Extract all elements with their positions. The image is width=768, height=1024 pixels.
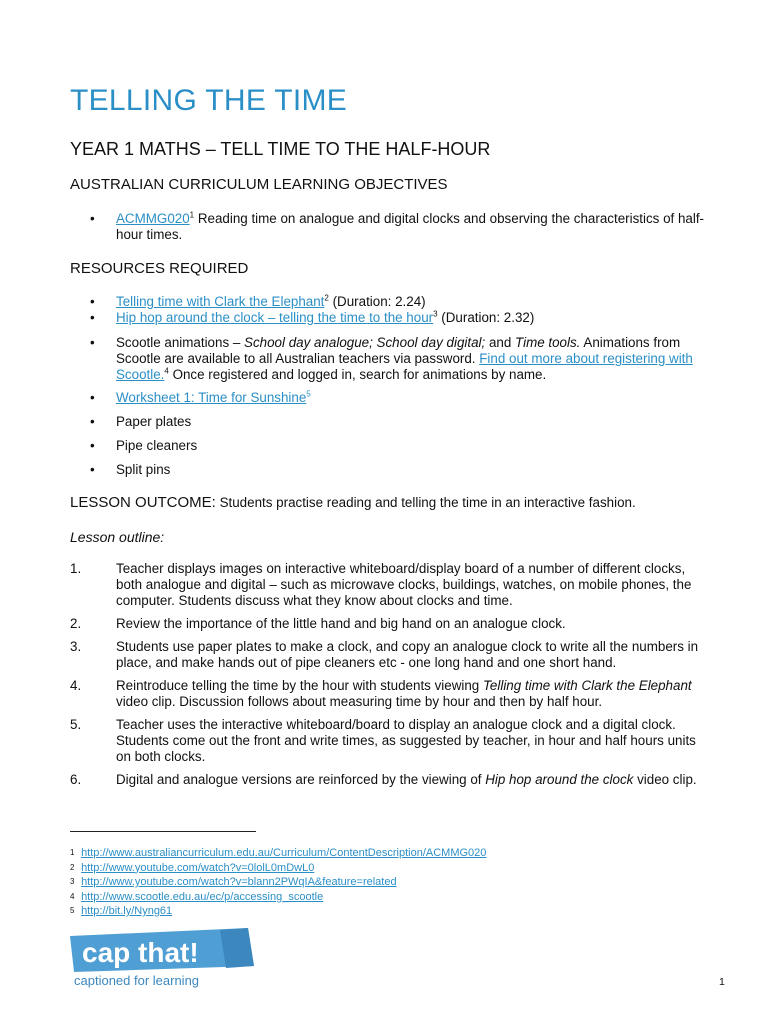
objectives-heading: AUSTRALIAN CURRICULUM LEARNING OBJECTIVES — [70, 176, 448, 193]
bullet: • — [90, 390, 95, 405]
list-item — [90, 438, 710, 454]
resource-text: Paper plates — [116, 414, 192, 429]
resources-heading: RESOURCES REQUIRED — [70, 260, 249, 277]
resources-list-b — [90, 335, 710, 478]
footnote — [70, 904, 486, 919]
logo-banner-shade — [220, 928, 254, 968]
page-subtitle: YEAR 1 MATHS – TELL TIME TO THE HALF-HOUR — [70, 139, 491, 159]
lesson-outcome-text: Students practise reading and telling the time in an interactive fashion. — [215, 495, 636, 510]
list-item — [90, 294, 710, 310]
footnote-ref[interactable]: 5 — [306, 389, 311, 399]
footnote — [70, 875, 486, 890]
footnote-link[interactable]: http://www.scootle.edu.au/ec/p/accessing_scootle — [81, 890, 324, 903]
clark-elephant-link[interactable]: Telling time with Clark the Elephant — [116, 294, 325, 309]
bullet: • — [90, 335, 95, 350]
list-item — [70, 561, 710, 609]
step-text: Students use paper plates to make a clock, and copy an analogue clock to write all the numbers in place, and make hands out of pipe cleaners etc - one long hand and one short hand. — [116, 639, 699, 670]
step-text: video clip. Discussion follows about measuring time by hour and then by half hour. — [116, 694, 603, 709]
objectives-list — [90, 211, 710, 243]
step-number: 4. — [70, 678, 82, 693]
footnote-link[interactable]: http://www.youtube.com/watch?v=blann2PWqIA&feature=related — [81, 876, 397, 888]
lesson-outcome-label: LESSON OUTCOME: — [70, 494, 216, 511]
list-item — [90, 310, 710, 326]
step-emphasis: Hip hop around the clock — [485, 772, 634, 787]
list-item — [70, 639, 710, 671]
list-item — [90, 211, 710, 243]
list-item — [90, 390, 710, 406]
footnote-ref[interactable]: 4 — [164, 366, 169, 376]
footnotes — [70, 846, 486, 919]
resource-text: Scootle animations – — [116, 335, 245, 350]
list-item — [70, 616, 710, 632]
footnote-ref[interactable]: 1 — [189, 210, 195, 220]
bullet: • — [90, 414, 95, 429]
footnote-ref[interactable]: 2 — [324, 293, 329, 303]
list-item — [70, 772, 710, 788]
list-item — [90, 462, 710, 478]
step-number: 5. — [70, 717, 82, 732]
page-number: 1 — [719, 976, 725, 988]
footnote-link[interactable]: http://www.australiancurriculum.edu.au/Curriculum/ContentDescription/ACMMG020 — [81, 847, 487, 859]
resource-duration: (Duration: 2.32) — [437, 310, 535, 325]
worksheet-link[interactable]: Worksheet 1: Time for Sunshine — [116, 390, 307, 405]
list-item — [90, 414, 710, 430]
list-item — [90, 335, 710, 383]
footnote-link[interactable]: http://www.youtube.com/watch?v=0lolL0mDwL0 — [81, 861, 315, 874]
list-item — [70, 678, 710, 710]
scootle-register-link[interactable]: Find out more about registering with Scootle. — [116, 351, 693, 382]
lesson-steps — [70, 561, 710, 795]
resource-text: Split pins — [116, 462, 171, 477]
lesson-outline-label: Lesson outline: — [70, 529, 165, 545]
list-item — [70, 717, 710, 765]
step-text: Teacher displays images on interactive whiteboard/display board of a number of different clocks, both analogue and digital – such as microwave clocks, buildings, watches, on mobile phones, the computer. Students discuss what they know about clocks and time. — [116, 561, 692, 608]
bullet: • — [90, 310, 95, 325]
footnote-number: 1 — [70, 848, 75, 857]
step-number: 1. — [70, 561, 82, 576]
resource-emphasis: Time tools. — [515, 335, 581, 350]
page-title: TELLING THE TIME — [70, 84, 348, 117]
cap-that-logo — [70, 928, 260, 990]
step-emphasis: Telling time with Clark the Elephant — [482, 678, 692, 693]
objective-text: Reading time on analogue and digital clocks and observing the characteristics of half-hour times. — [116, 211, 705, 242]
footnote-number: 4 — [70, 891, 75, 901]
hip-hop-clock-link[interactable]: Hip hop around the clock – telling the time to the hour — [116, 310, 434, 325]
logo-main-text: cap that! — [82, 937, 199, 968]
resource-text: Once registered and logged in, search for animations by name. — [168, 367, 547, 382]
step-number: 3. — [70, 639, 82, 654]
step-text: Digital and analogue versions are reinforced by the viewing of — [116, 772, 486, 787]
bullet: • — [90, 462, 95, 477]
footnote-number: 5 — [70, 906, 75, 915]
step-number: 6. — [70, 772, 82, 787]
logo-tagline: captioned for learning — [74, 973, 200, 988]
resource-text: Animations from Scootle are available to all Australian teachers via password. — [116, 335, 681, 366]
footnote — [70, 861, 486, 876]
footnote-number: 2 — [70, 862, 75, 872]
resource-emphasis: School day analogue; School day digital; — [244, 335, 486, 350]
step-number: 2. — [70, 616, 82, 631]
bullet: • — [90, 211, 95, 226]
acmmg020-link[interactable]: ACMMG020 — [116, 211, 190, 226]
step-text: Reintroduce telling the time by the hour with students viewing — [116, 678, 483, 693]
step-text: video clip. — [633, 772, 697, 787]
bullet: • — [90, 438, 95, 453]
footnote-ref[interactable]: 3 — [433, 309, 438, 319]
step-text: Review the importance of the little hand and big hand on an analogue clock. — [116, 616, 566, 631]
bullet: • — [90, 294, 95, 309]
footnote — [70, 890, 486, 905]
lesson-outcome — [70, 494, 636, 511]
footnote-divider — [70, 831, 256, 832]
footnote — [70, 846, 486, 861]
step-text: Teacher uses the interactive whiteboard/board to display an analogue clock and a digital clock. Students come out the front and write times, as suggested by teacher, in hour and half hours units on both clocks. — [116, 717, 696, 764]
resource-text: and — [485, 335, 516, 350]
resources-list-a — [90, 294, 710, 326]
footnote-link[interactable]: http://bit.ly/Nyng61 — [81, 905, 173, 917]
resource-text: Pipe cleaners — [116, 438, 198, 453]
resource-duration: (Duration: 2.24) — [328, 294, 426, 309]
footnote-number: 3 — [70, 877, 75, 886]
